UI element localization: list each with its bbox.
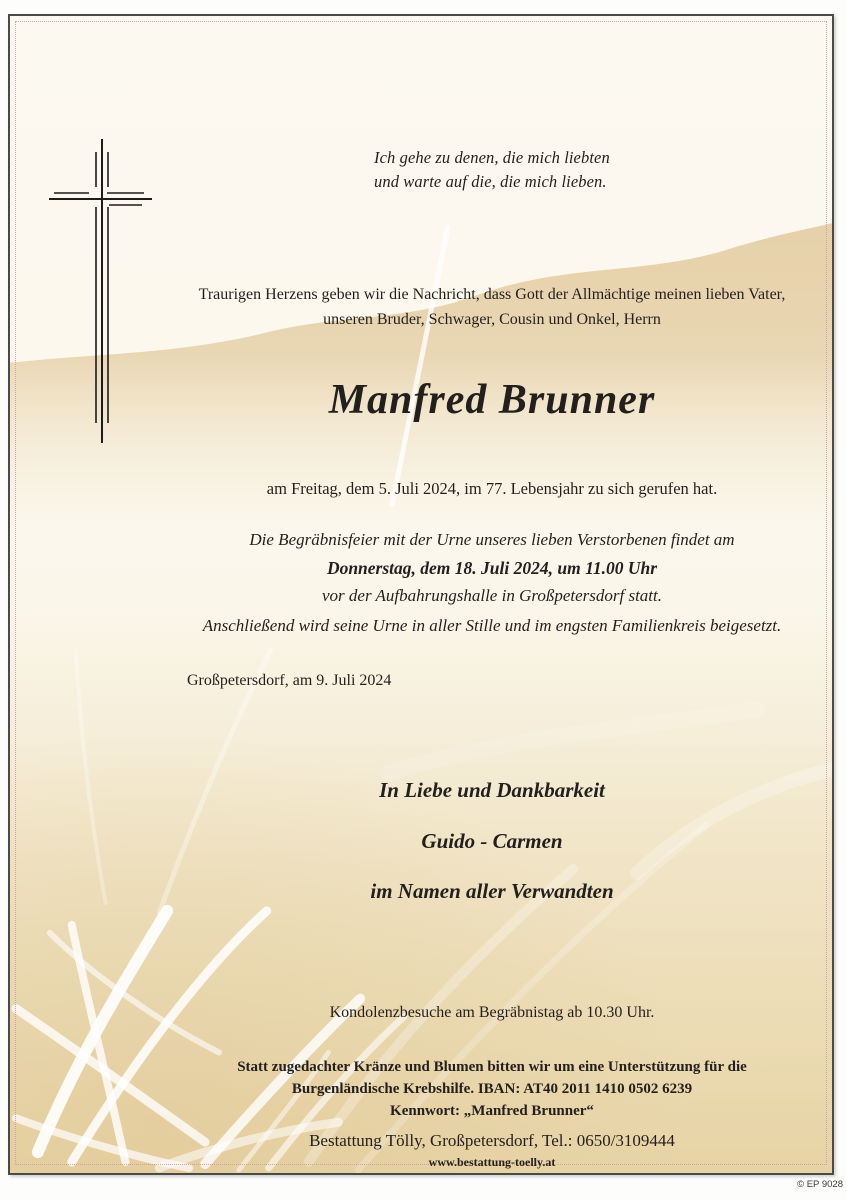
donation-line-3: Kennwort: „Manfred Brunner“ (390, 1103, 594, 1119)
funeral-details (152, 526, 832, 610)
funeral-line-1: Die Begräbnisfeier mit der Urne unseres lieben Verstorbenen findet am (249, 530, 735, 549)
quote-line-2: und warte auf die, die mich lieben. (374, 172, 607, 191)
memorial-quote (374, 146, 610, 194)
farewell-line-3: im Namen aller Verwandten (370, 879, 614, 903)
mourners-names: Guido - Carmen (421, 829, 563, 853)
funeral-home-website: www.bestattung-toelly.at (428, 1155, 556, 1169)
donation-line-1: Statt zugedachter Kränze und Blumen bitten wir um eine Unterstützung für die (237, 1059, 747, 1075)
donation-request (152, 1056, 832, 1122)
announcement-line-1: Traurigen Herzens geben wir die Nachricht, dass Gott der Allmächtige meinen lieben Vater, (198, 286, 786, 303)
funeral-line-3: vor der Aufbahrungshalle in Großpetersdorf statt. (322, 586, 662, 605)
cross-icon (47, 135, 162, 447)
death-announcement (152, 282, 832, 332)
farewell-line-1: In Liebe und Dankbarkeit (379, 778, 605, 802)
funeral-home-line: Bestattung Tölly, Großpetersdorf, Tel.: 0650/3109444 (309, 1131, 675, 1150)
funeral-line-2: Donnerstag, dem 18. Juli 2024, um 11.00 Uhr (326, 558, 658, 578)
deceased-name: Manfred Brunner (328, 377, 656, 423)
announcement-line-2: unseren Bruder, Schwager, Cousin und Onkel, Herrn (323, 311, 661, 328)
place-and-date: Großpetersdorf, am 9. Juli 2024 (187, 672, 392, 689)
donation-line-2: Burgenländische Krebshilfe. IBAN: AT40 2011 1410 0502 6239 (291, 1081, 693, 1097)
print-code: © EP 9028 (797, 1179, 843, 1190)
interment-line: Anschließend wird seine Urne in aller Stille und im engsten Familienkreis beigesetzt. (202, 616, 782, 635)
condolence-line: Kondolenzbesuche am Begräbnistag ab 10.30 Uhr. (329, 1004, 655, 1021)
quote-line-1: Ich gehe zu denen, die mich liebten (374, 148, 610, 167)
death-date-line: am Freitag, dem 5. Juli 2024, im 77. Lebensjahr zu sich gerufen hat. (266, 479, 718, 498)
obituary-card (8, 14, 834, 1175)
